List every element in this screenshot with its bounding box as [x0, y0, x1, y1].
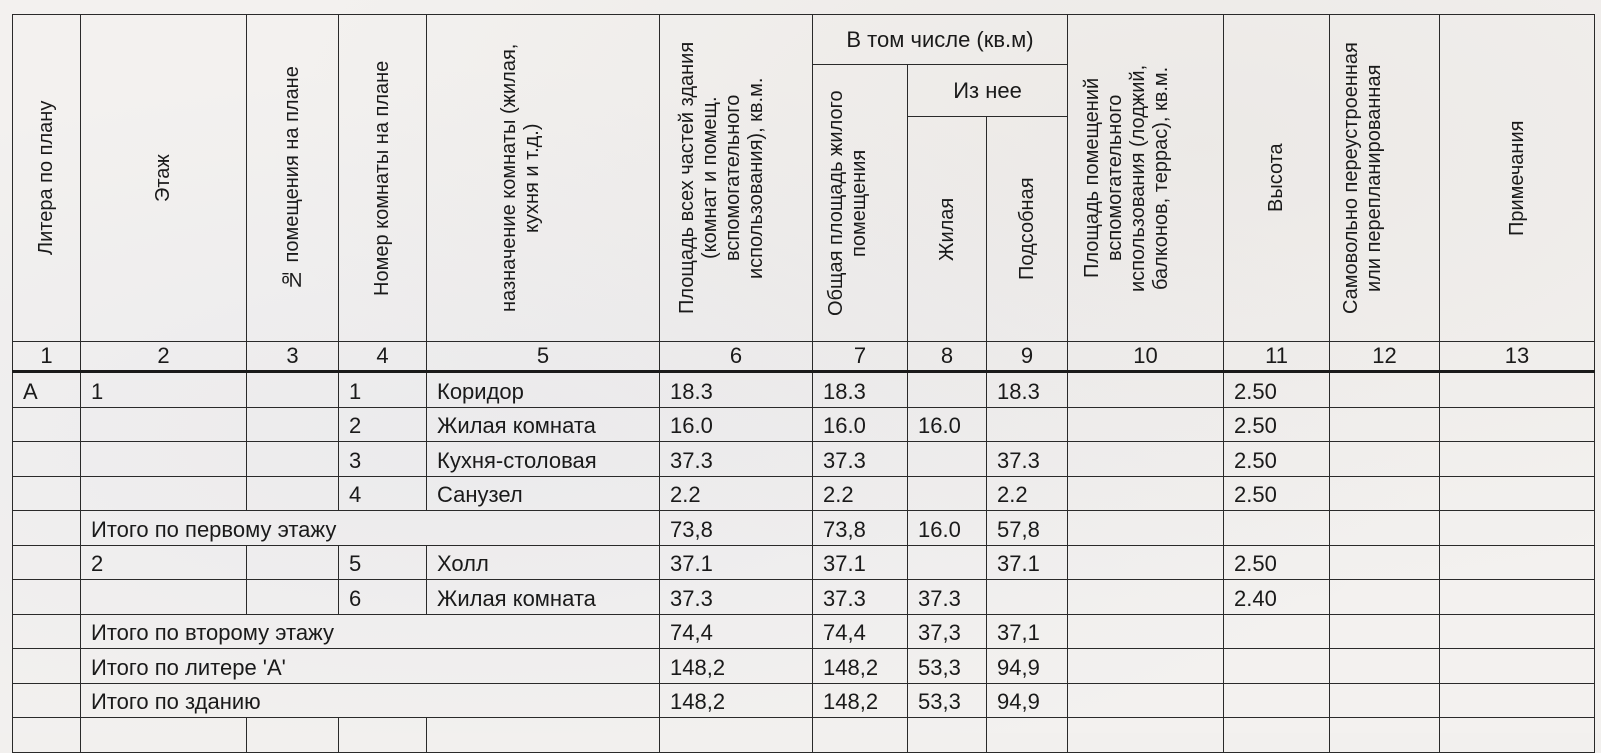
cell-unauthorized — [1330, 545, 1440, 580]
cell-purpose: Холл — [427, 545, 660, 580]
cell-room: 4 — [339, 476, 427, 511]
cell-aux-area — [1068, 407, 1224, 442]
cell-living — [908, 372, 987, 408]
table-row — [13, 442, 1595, 477]
cell-living-total: 16.0 — [813, 407, 908, 442]
table-row — [13, 545, 1595, 580]
cell-height: 2.50 — [1224, 442, 1330, 477]
header-living: Жилая — [908, 117, 987, 342]
cell-room: 2 — [339, 407, 427, 442]
cell-living: 37.3 — [908, 580, 987, 615]
header-auxiliary: Подсобная — [987, 117, 1068, 342]
header-group-including: В том числе (кв.м) — [813, 15, 1068, 65]
cell-floor — [81, 407, 247, 442]
cell-floor — [81, 580, 247, 615]
cell-room: 1 — [339, 372, 427, 408]
cell-living-total: 2.2 — [813, 476, 908, 511]
cell-total-area: 37.3 — [660, 580, 813, 615]
cell-total-area: 18.3 — [660, 372, 813, 408]
header-premise-number: № помещения на плане — [247, 15, 339, 342]
header-auxiliary-area: Площадь помещений вспомогательного использования (лоджий, балконов, террас), кв.м. — [1068, 15, 1224, 342]
col-num: 3 — [247, 342, 339, 372]
cell-empty — [13, 718, 81, 753]
cell-living — [908, 476, 987, 511]
cell-auxiliary: 37.3 — [987, 442, 1068, 477]
cell-purpose: Санузел — [427, 476, 660, 511]
cell-premise — [247, 372, 339, 408]
table-row — [13, 580, 1595, 615]
cell-height — [1224, 614, 1330, 649]
table-row — [13, 476, 1595, 511]
cell-empty — [1068, 718, 1224, 753]
subtotal-row — [13, 511, 1595, 546]
cell-living-total: 148,2 — [813, 649, 908, 684]
col-num: 2 — [81, 342, 247, 372]
cell-empty — [660, 718, 813, 753]
cell-total-area: 16.0 — [660, 407, 813, 442]
cell-living-total: 37.3 — [813, 580, 908, 615]
cell-litera — [13, 649, 81, 684]
cell-premise — [247, 407, 339, 442]
header-total-area: Площадь всех частей здания (комнат и помещ. вспомогательного использования), кв.м. — [660, 15, 813, 342]
cell-unauthorized — [1330, 614, 1440, 649]
cell-living — [908, 545, 987, 580]
cell-aux-area — [1068, 614, 1224, 649]
cell-living-total: 148,2 — [813, 683, 908, 718]
cell-notes — [1440, 580, 1595, 615]
cell-auxiliary: 37.1 — [987, 545, 1068, 580]
cell-floor — [81, 442, 247, 477]
cell-litera — [13, 511, 81, 546]
cell-total-area: 148,2 — [660, 649, 813, 684]
cell-empty — [247, 718, 339, 753]
cell-aux-area — [1068, 580, 1224, 615]
col-num: 12 — [1330, 342, 1440, 372]
col-num: 11 — [1224, 342, 1330, 372]
cell-auxiliary: 2.2 — [987, 476, 1068, 511]
cell-height: 2.50 — [1224, 476, 1330, 511]
cell-height — [1224, 511, 1330, 546]
header-notes: Примечания — [1440, 15, 1595, 342]
cell-total-area: 73,8 — [660, 511, 813, 546]
cell-aux-area — [1068, 476, 1224, 511]
subtotal-label: Итого по первому этажу — [81, 511, 660, 546]
cell-aux-area — [1068, 511, 1224, 546]
cell-empty — [81, 718, 247, 753]
cell-living-total: 73,8 — [813, 511, 908, 546]
total-label: Итого по зданию — [81, 683, 660, 718]
col-num: 9 — [987, 342, 1068, 372]
header-room-number: Номер комнаты на плане — [339, 15, 427, 342]
cell-aux-area — [1068, 442, 1224, 477]
cell-notes — [1440, 442, 1595, 477]
cell-floor: 1 — [81, 372, 247, 408]
cell-empty — [1330, 718, 1440, 753]
cell-premise — [247, 442, 339, 477]
subtotal-label: Итого по второму этажу — [81, 614, 660, 649]
cell-purpose: Жилая комната — [427, 580, 660, 615]
cell-living: 37,3 — [908, 614, 987, 649]
cell-unauthorized — [1330, 511, 1440, 546]
cell-height: 2.50 — [1224, 407, 1330, 442]
cell-unauthorized — [1330, 442, 1440, 477]
cell-premise — [247, 580, 339, 615]
cell-notes — [1440, 545, 1595, 580]
cell-auxiliary: 57,8 — [987, 511, 1068, 546]
table-row — [13, 372, 1595, 408]
header-unauthorized-remodel: Самовольно переустроенная или перепланированная — [1330, 15, 1440, 342]
cell-empty — [987, 718, 1068, 753]
cell-height — [1224, 683, 1330, 718]
cell-unauthorized — [1330, 372, 1440, 408]
header-litera: Литера по плану — [13, 15, 81, 342]
cell-room: 6 — [339, 580, 427, 615]
cell-living: 53,3 — [908, 683, 987, 718]
cell-total-area: 74,4 — [660, 614, 813, 649]
cell-living: 53,3 — [908, 649, 987, 684]
cell-total-area: 37.3 — [660, 442, 813, 477]
cell-height: 2.50 — [1224, 372, 1330, 408]
cell-auxiliary: 94,9 — [987, 649, 1068, 684]
header-floor: Этаж — [81, 15, 247, 342]
cell-living-total: 37.1 — [813, 545, 908, 580]
col-num: 10 — [1068, 342, 1224, 372]
cell-notes — [1440, 476, 1595, 511]
col-num: 13 — [1440, 342, 1595, 372]
total-row — [13, 649, 1595, 684]
col-num: 7 — [813, 342, 908, 372]
cell-notes — [1440, 614, 1595, 649]
cell-height: 2.50 — [1224, 545, 1330, 580]
cell-empty — [427, 718, 660, 753]
cell-auxiliary: 37,1 — [987, 614, 1068, 649]
cell-empty — [339, 718, 427, 753]
cell-notes — [1440, 683, 1595, 718]
cell-total-area: 37.1 — [660, 545, 813, 580]
cell-total-area: 148,2 — [660, 683, 813, 718]
cell-litera — [13, 407, 81, 442]
cell-unauthorized — [1330, 476, 1440, 511]
cell-aux-area — [1068, 683, 1224, 718]
cell-litera — [13, 442, 81, 477]
cell-auxiliary — [987, 407, 1068, 442]
column-number-row — [13, 342, 1595, 372]
col-num: 4 — [339, 342, 427, 372]
cell-unauthorized — [1330, 580, 1440, 615]
cell-litera — [13, 545, 81, 580]
cell-notes — [1440, 372, 1595, 408]
cell-living-total: 74,4 — [813, 614, 908, 649]
cell-empty — [908, 718, 987, 753]
cell-living — [908, 442, 987, 477]
header-sub-group-of-it: Из нее — [908, 65, 1068, 117]
cell-unauthorized — [1330, 683, 1440, 718]
cell-litera — [13, 683, 81, 718]
cell-purpose: Коридор — [427, 372, 660, 408]
header-living-premise-area: Общая площадь жилого помещения — [813, 65, 908, 342]
header-height: Высота — [1224, 15, 1330, 342]
cell-unauthorized — [1330, 649, 1440, 684]
cell-auxiliary: 94,9 — [987, 683, 1068, 718]
cell-empty — [813, 718, 908, 753]
cell-notes — [1440, 407, 1595, 442]
cell-aux-area — [1068, 545, 1224, 580]
cell-floor — [81, 476, 247, 511]
cell-empty — [1440, 718, 1595, 753]
cell-litera — [13, 580, 81, 615]
cell-litera — [13, 476, 81, 511]
col-num: 8 — [908, 342, 987, 372]
cell-floor: 2 — [81, 545, 247, 580]
cell-premise — [247, 476, 339, 511]
cell-empty — [1224, 718, 1330, 753]
cell-litera: А — [13, 372, 81, 408]
cell-aux-area — [1068, 649, 1224, 684]
cell-living-total: 37.3 — [813, 442, 908, 477]
room-area-table — [12, 14, 1595, 753]
cell-notes — [1440, 511, 1595, 546]
cell-living: 16.0 — [908, 511, 987, 546]
col-num: 6 — [660, 342, 813, 372]
cell-litera — [13, 614, 81, 649]
cell-living-total: 18.3 — [813, 372, 908, 408]
table-row — [13, 407, 1595, 442]
cell-height: 2.40 — [1224, 580, 1330, 615]
cell-room: 5 — [339, 545, 427, 580]
header-room-purpose: назначение комнаты (жилая, кухня и т.д.) — [427, 15, 660, 342]
cell-total-area: 2.2 — [660, 476, 813, 511]
total-label: Итого по литере 'А' — [81, 649, 660, 684]
cell-premise — [247, 545, 339, 580]
cell-room: 3 — [339, 442, 427, 477]
cell-auxiliary: 18.3 — [987, 372, 1068, 408]
subtotal-row — [13, 614, 1595, 649]
cell-purpose: Жилая комната — [427, 407, 660, 442]
cell-unauthorized — [1330, 407, 1440, 442]
cell-auxiliary — [987, 580, 1068, 615]
total-row — [13, 683, 1595, 718]
cell-aux-area — [1068, 372, 1224, 408]
empty-row — [13, 718, 1595, 753]
cell-height — [1224, 649, 1330, 684]
cell-purpose: Кухня-столовая — [427, 442, 660, 477]
col-num: 5 — [427, 342, 660, 372]
cell-notes — [1440, 649, 1595, 684]
cell-living: 16.0 — [908, 407, 987, 442]
col-num: 1 — [13, 342, 81, 372]
